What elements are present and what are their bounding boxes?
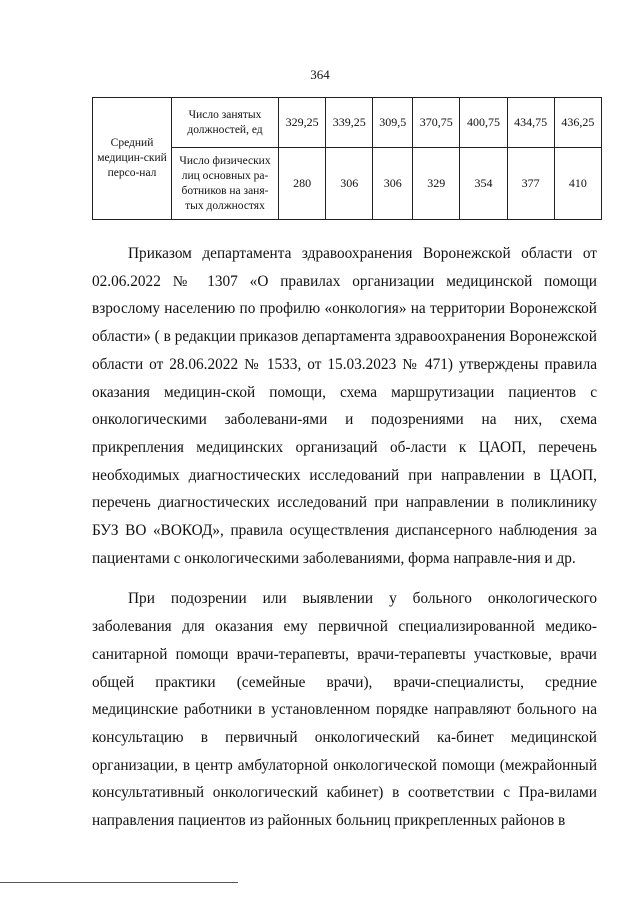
body-text [92, 240, 597, 848]
value-cell: 370,75 [413, 98, 460, 148]
value-cell: 280 [279, 148, 326, 220]
row-label-cell: Число физических лиц основных ра-ботников на заня-тых должностях [172, 148, 279, 220]
value-cell: 410 [554, 148, 601, 220]
value-cell: 377 [507, 148, 554, 220]
value-cell: 436,25 [554, 98, 601, 148]
value-cell: 306 [373, 148, 413, 220]
value-cell: 306 [326, 148, 373, 220]
value-cell: 329,25 [279, 98, 326, 148]
value-cell: 339,25 [326, 98, 373, 148]
footer-rule [0, 882, 238, 883]
value-cell: 400,75 [460, 98, 507, 148]
value-cell: 354 [460, 148, 507, 220]
paragraph: Приказом департамента здравоохранения Воронежской области от 02.06.2022 № 1307 «О правилах организации медицинской помощи взрослому населению по профилю «онкология» на территории Воронежской области» ( в редакции приказов департамента здравоохранения Воронежской области от 28.06.2022 № 1533, от 15.03.2023 № 471) утверждены правила оказания медицин-ской помощи, схема маршрутизации пациентов с онкологическими заболевани-ями и подозрениями на них, схема прикрепления медицинских организаций об-ласти к ЦАОП, перечень необходимых диагностических исследований при направлении в ЦАОП, перечень диагностических исследований при направлении в поликлинику БУЗ ВО «ВОКОД», правила осуществления диспансерного наблюдения за пациентами с онкологическими заболеваниями, форма направле-ния и др. [92, 245, 597, 567]
value-cell: 434,75 [507, 98, 554, 148]
paragraph: При подозрении или выявлении у больного онкологического заболевания для оказания ему первичной специализированной медико-санитарной помощи врачи-терапевты, врачи-терапевты участковые, врачи общей практики (семейные врачи), врачи-специалисты, средние медицинские работники в установленном порядке направляют больного на консультацию в первичный онкологический ка-бинет медицинской организации, в центр амбулаторной онкологической помощи (межрайонный консультативный онкологический кабинет) в соответствии с Пра-вилами направления пациентов из районных больниц прикрепленных районов в [92, 590, 597, 830]
value-cell: 309,5 [373, 98, 413, 148]
table-row [93, 98, 602, 148]
group-label-cell: Средний медицин-ский персо-нал [93, 98, 172, 220]
staff-table [92, 97, 602, 220]
page-number: 364 [310, 67, 330, 82]
row-label-cell: Число занятых должностей, ед [172, 98, 279, 148]
value-cell: 329 [413, 148, 460, 220]
